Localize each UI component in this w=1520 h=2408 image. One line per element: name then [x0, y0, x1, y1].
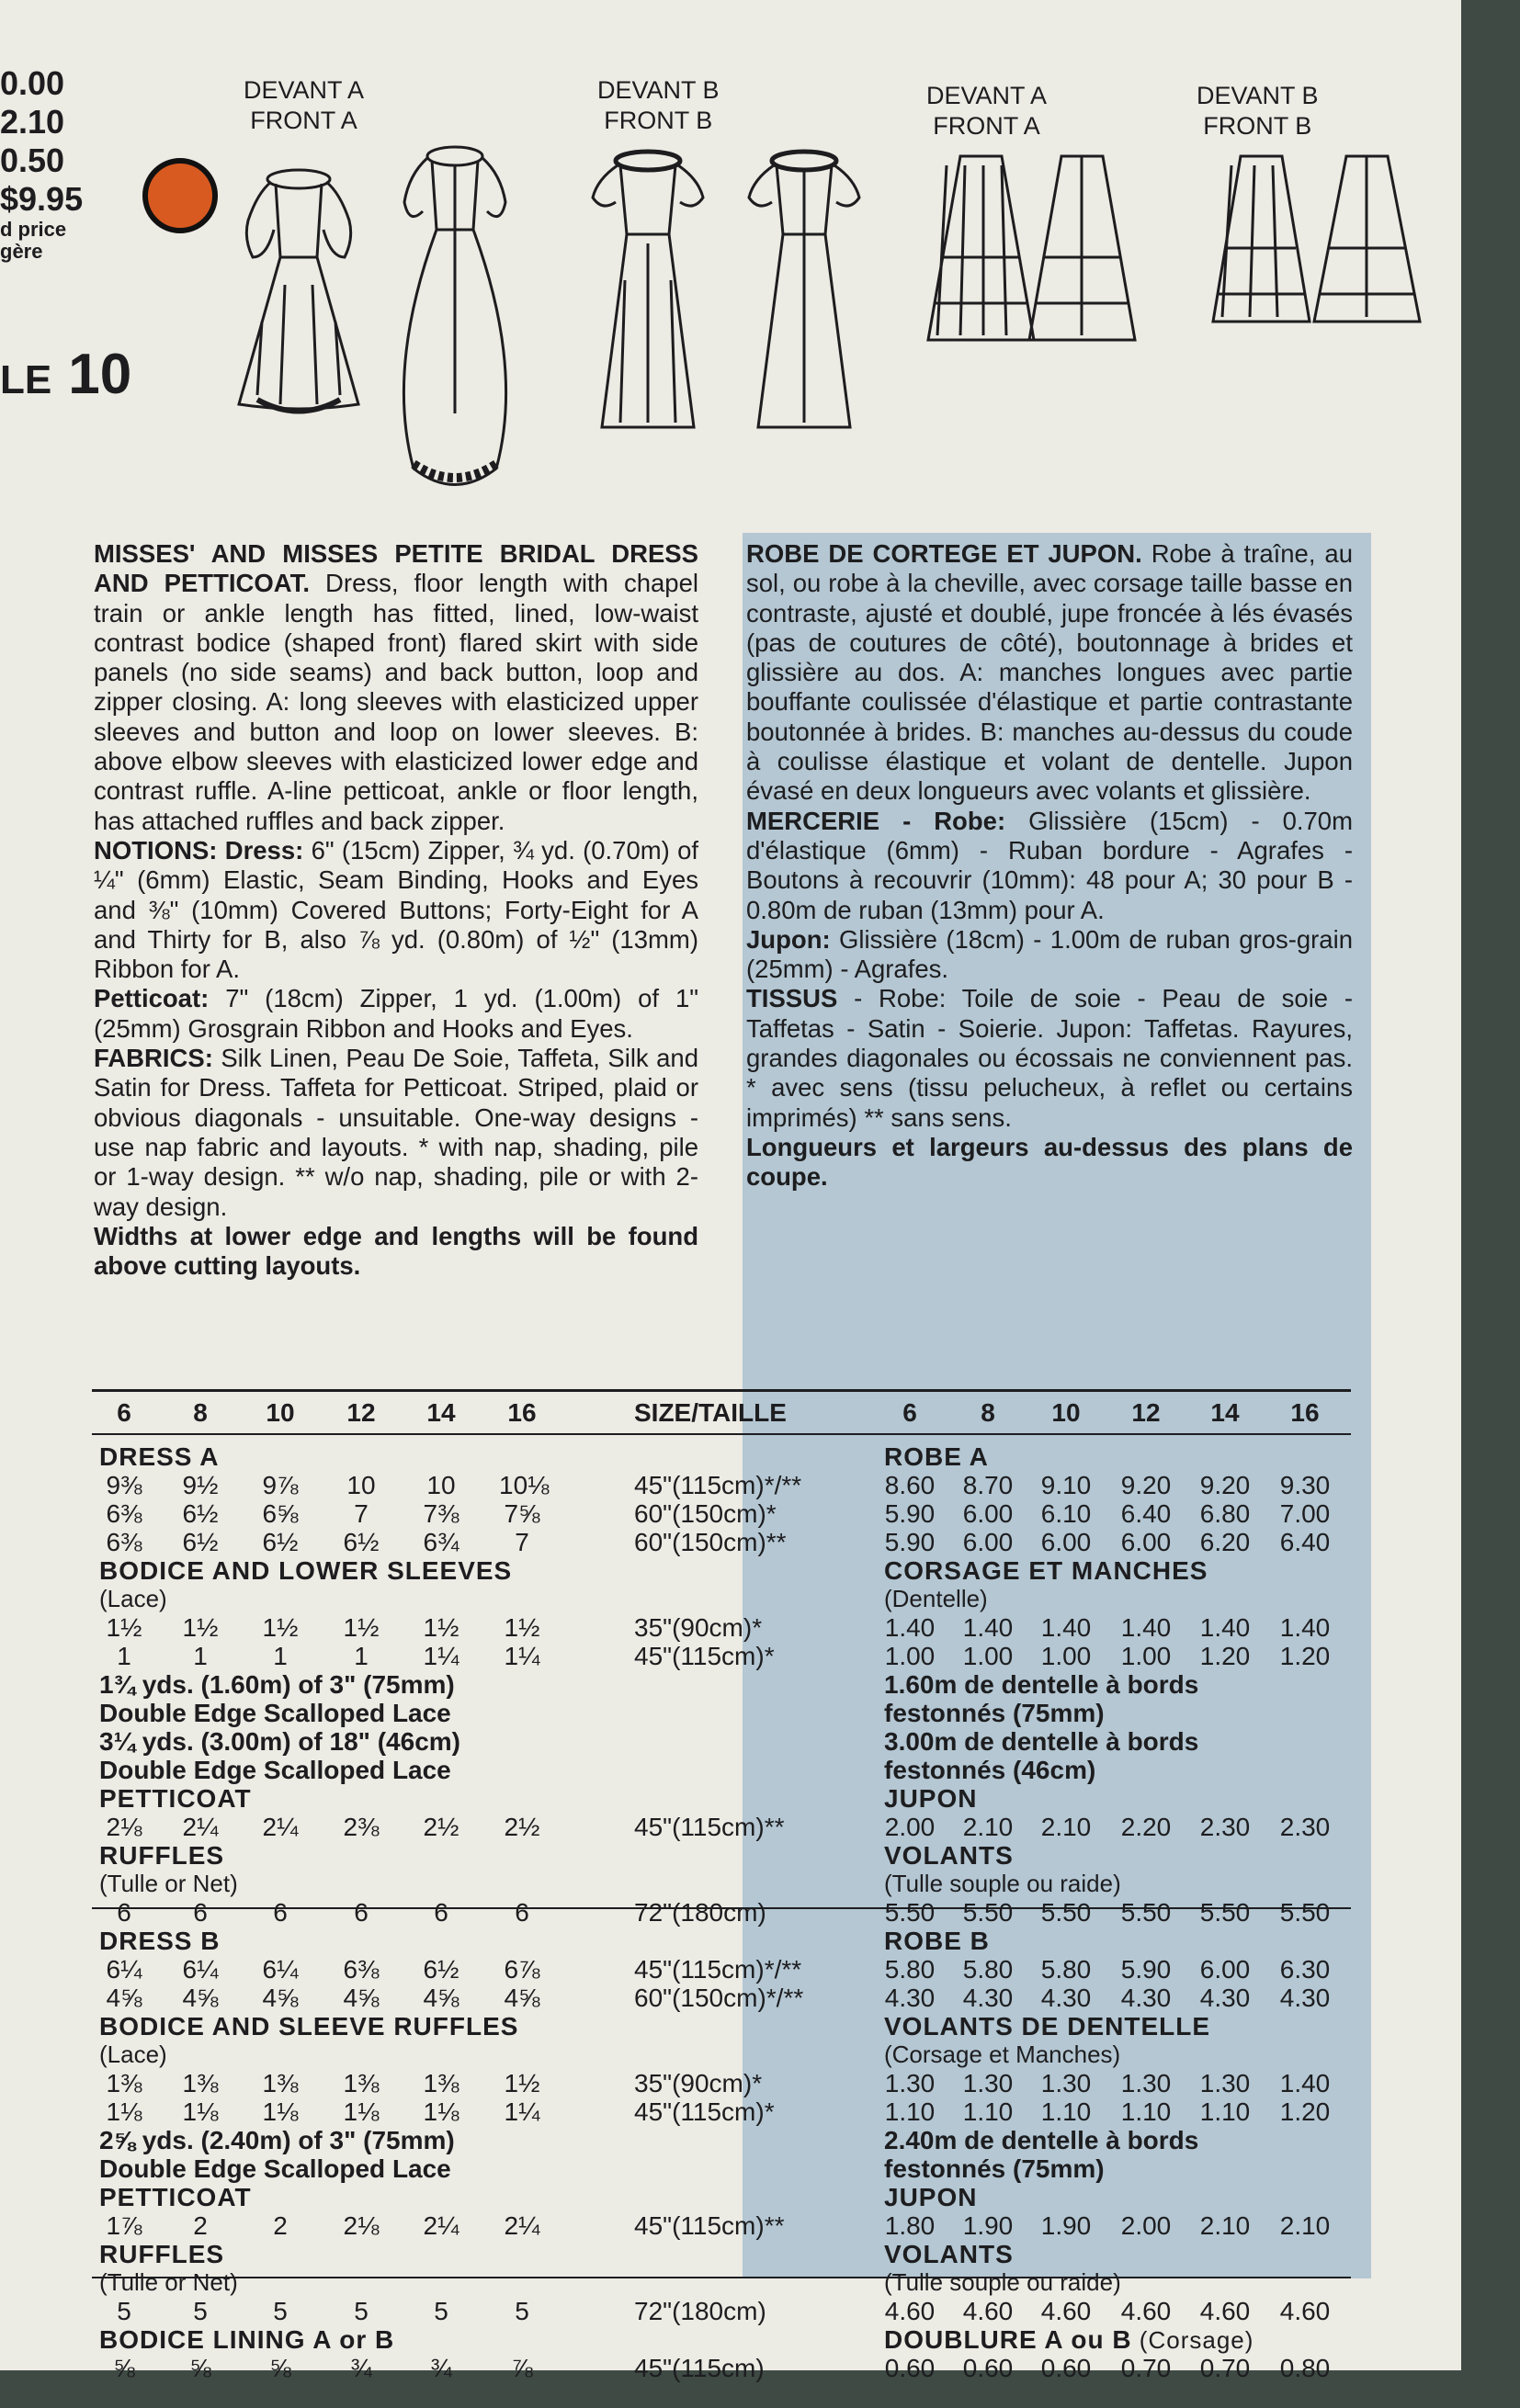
size-header-en: 14	[426, 1398, 456, 1427]
yardage-value: 1⅜	[423, 2069, 459, 2097]
metrage-value: 4.30	[1199, 1984, 1251, 2012]
yardage-value: 6⅜	[106, 1499, 142, 1528]
french-description: ROBE DE CORTEGE ET JUPON. Robe à traîne, au sol, ou robe à la cheville, avec corsage taille basse en contraste, ajusté et doublé, jupe froncée à lés évasés (pas de coutures de côté), boutonnage à brides et glissière au dos. A: manches longues avec partie bouffante coulissée d'élastique et partie contrastante boutonnée à brides. B: manches au-dessus du coude à coulisse élastique et volant de dentelle. Jupon évasé en deux longueurs avec volants et glissière. MERCERIE - Robe: Glissière (15cm) - 0.70m d'élastique (6mm) - Ruban bordure - Agrafes - Boutons à recouvrir (10mm): 48 pour A; 30 pour B - 0.80m de ruban (13mm) pour A. Jupon: Glissière (18cm) - 1.00m de ruban gros-grain (25mm) - Agrafes. TISSUS - Robe: Toile de soie - Peau de soie - Taffetas - Satin - Soierie. Jupon: Taffetas. Rayures, grandes diagonales ou écossais ne conviennent pas. * avec sens (tissu pelucheux, à reflet ou certains imprimés) ** sans sens. Longueurs et largeurs au-dessus des plans de coupe.	[746, 539, 1354, 1192]
style-number: 10	[68, 343, 132, 406]
yardage-value: 6½	[182, 1499, 219, 1528]
chart-section-sub-fr: (Corsage et Manches)	[884, 2041, 1121, 2068]
yardage-value: 1⅛	[182, 2097, 219, 2126]
metrage-value: 1.30	[1199, 2069, 1251, 2097]
chart-section-heading: RUFFLES	[99, 1841, 225, 1870]
fabric-width: 35"(90cm)*	[634, 1613, 763, 1642]
yardage-value: 1½	[504, 2069, 540, 2097]
fabric-width: 35"(90cm)*	[634, 2069, 763, 2097]
notions-petticoat: 7" (18cm) Zipper, 1 yd. (1.00m) of 1" (25mm) Grosgrain Ribbon and Hooks and Eyes.	[94, 984, 699, 1043]
metrage-value: 4.30	[962, 1984, 1014, 2012]
yardage-value: 1⅛	[106, 2097, 142, 2126]
metrage-value: 4.30	[1279, 1984, 1331, 2012]
metrage-value: 4.30	[1120, 1984, 1172, 2012]
yardage-value: 1⅜	[343, 2069, 380, 2097]
size-header-en: 12	[346, 1398, 376, 1427]
yardage-value: ⅝	[113, 2354, 135, 2382]
yardage-value: 4⅝	[343, 1984, 380, 2012]
metrage-value: 0.70	[1120, 2354, 1172, 2382]
chart-section-sub-fr: (Corsage)	[1131, 2326, 1254, 2354]
price-0: 0.00	[0, 64, 65, 102]
yardage-value: 1	[273, 1642, 288, 1670]
chart-note: 2⅝ yds. (2.40m) of 3" (75mm)	[99, 2126, 455, 2154]
chart-section-heading: PETTICOAT	[99, 1784, 252, 1813]
yardage-value: 1½	[423, 1613, 459, 1642]
chart-section-heading-fr: VOLANTS	[884, 2240, 1014, 2268]
yardage-value: ¾	[350, 2354, 372, 2382]
yardage-value: 2¼	[504, 2211, 540, 2240]
yardage-value: 1	[193, 1642, 208, 1670]
metrage-value: 4.60	[1199, 2297, 1251, 2325]
metrage-value: 0.60	[884, 2354, 936, 2382]
metrage-value: 1.40	[1040, 1613, 1092, 1642]
fabric-width: 45"(115cm)*	[634, 2097, 775, 2126]
yardage-value: 5	[273, 2297, 288, 2325]
metrage-value: 4.60	[884, 2297, 936, 2325]
metrage-value: 6.00	[1120, 1528, 1172, 1556]
price-1: 2.10	[0, 103, 65, 141]
yardage-value: 1¼	[423, 1642, 459, 1670]
yardage-value: 6	[354, 1898, 369, 1927]
english-title: MISSES' AND MISSES PETITE BRIDAL DRESS AND PETTICOAT.	[94, 539, 698, 598]
yardage-value: 6	[193, 1898, 208, 1927]
yardage-value: 4⅝	[423, 1984, 459, 2012]
price-note-2: gère	[0, 240, 43, 263]
french-title: ROBE DE CORTEGE ET JUPON.	[746, 539, 1142, 568]
metrage-value: 1.00	[1120, 1642, 1172, 1670]
yardage-value: 2	[273, 2211, 288, 2240]
metrage-value: 5.50	[884, 1898, 936, 1927]
metrage-value: 1.30	[1040, 2069, 1092, 2097]
yardage-value: 6⅞	[504, 1955, 540, 1984]
metrage-value: 1.10	[884, 2097, 936, 2126]
chart-section-sub-fr: (Dentelle)	[884, 1585, 988, 1612]
yardage-value: 2⅛	[343, 2211, 380, 2240]
yardage-value: 6½	[423, 1955, 459, 1984]
metrage-value: 7.00	[1279, 1499, 1331, 1528]
yardage-value: 2⅛	[106, 1813, 142, 1841]
chart-note-fr-line2: festonnés (75mm)	[884, 2154, 1105, 2183]
yardage-value: 5	[193, 2297, 208, 2325]
chart-section-sub: (Tulle or Net)	[99, 2268, 238, 2296]
fabric-width: 45"(115cm)*/**	[634, 1471, 802, 1499]
metrage-value: 6.40	[1279, 1528, 1331, 1556]
chart-note-fr: 3.00m de dentelle à bords	[884, 1727, 1199, 1756]
yardage-value: 1⅛	[262, 2097, 299, 2126]
chart-note-fr: 1.60m de dentelle à bords	[884, 1670, 1199, 1699]
metrage-value: 1.10	[962, 2097, 1014, 2126]
chart-section-heading-fr: VOLANTS DE DENTELLE	[884, 2012, 1211, 2041]
metrage-value: 2.00	[1120, 2211, 1172, 2240]
metrage-value: 5.50	[962, 1898, 1014, 1927]
widths-note: Widths at lower edge and lengths will be found above cutting layouts.	[94, 1221, 698, 1281]
metrage-value: 1.10	[1199, 2097, 1251, 2126]
chart-note-fr: 2.40m de dentelle à bords	[884, 2126, 1199, 2154]
fabric-width: 45"(115cm)	[634, 2354, 765, 2382]
yardage-value: 1⅛	[343, 2097, 380, 2126]
yardage-value: 6¼	[182, 1955, 219, 1984]
yardage-value: 4⅝	[504, 1984, 540, 2012]
yardage-value: 1½	[504, 1613, 540, 1642]
fabrics: Silk Linen, Peau De Soie, Taffeta, Silk and Satin for Dress. Taffeta for Petticoat. Striped, plaid or obvious diagonals - unsuitable. One-way designs - use nap fabric and layouts. * with nap, shading, pile or 1-way design. ** w/o nap, shading, pile or with 2-way design.	[94, 1044, 698, 1221]
metrage-value: 9.20	[1199, 1471, 1251, 1499]
chart-section-heading: BODICE LINING A or B	[99, 2325, 395, 2354]
yardage-value: 6½	[343, 1528, 380, 1556]
yardage-value: 6½	[182, 1528, 219, 1556]
metrage-value: 1.90	[1040, 2211, 1092, 2240]
metrage-value: 2.10	[1040, 1813, 1092, 1841]
metrage-value: 6.20	[1199, 1528, 1251, 1556]
metrage-value: 0.80	[1279, 2354, 1331, 2382]
chart-note-fr-line2: festonnés (75mm)	[884, 1699, 1105, 1727]
price-3: $9.95	[0, 180, 84, 218]
size-header-fr: 16	[1290, 1398, 1320, 1427]
metrage-value: 4.60	[1040, 2297, 1092, 2325]
yardage-value: 1⅞	[106, 2211, 142, 2240]
yardage-value: 4⅝	[106, 1984, 142, 2012]
french-body: Robe à traîne, au sol, ou robe à la cheville, avec corsage taille basse en contraste, ajusté et doublé, jupe froncée à lés évasés (pas de coutures de côté), boutonnage à brides et glissière au dos. A: manches longues avec partie bouffante coulissée d'élastique et partie contrastante boutonnée à brides. B: manches au-dessus du coude à coulisse élastique et volant de dentelle. Jupon évasé en deux longueurs avec volants et glissière.	[746, 539, 1353, 806]
yardage-value: ⅝	[189, 2354, 211, 2382]
metrage-value: 5.50	[1199, 1898, 1251, 1927]
yardage-value: 2¼	[423, 2211, 459, 2240]
metrage-value: 1.30	[1120, 2069, 1172, 2097]
metrage-value: 5.90	[884, 1499, 936, 1528]
yardage-value: ⅝	[269, 2354, 291, 2382]
fabric-width: 60"(150cm)*/**	[634, 1984, 804, 2012]
chart-section-heading: PETTICOAT	[99, 2183, 252, 2211]
chart-note-line2: Double Edge Scalloped Lace	[99, 2154, 451, 2183]
metrage-value: 5.90	[884, 1528, 936, 1556]
view-label-front-a-petticoat: DEVANT A FRONT A	[926, 82, 1048, 140]
size-header-fr: 12	[1131, 1398, 1161, 1427]
yardage-value: 4⅝	[262, 1984, 299, 2012]
metrage-value: 0.60	[1040, 2354, 1092, 2382]
yardage-value: 9½	[182, 1471, 219, 1499]
yardage-value: 9⅜	[106, 1471, 142, 1499]
fabric-width: 72"(180cm)	[634, 1898, 766, 1927]
chart-note-line2: Double Edge Scalloped Lace	[99, 1699, 451, 1727]
size-header-fr: 10	[1051, 1398, 1081, 1427]
chart-section-heading-fr: JUPON	[884, 2183, 978, 2211]
orange-dot-marker	[142, 158, 218, 233]
chart-lining-rule	[92, 2277, 1351, 2278]
metrage-value: 6.00	[1040, 1528, 1092, 1556]
chart-section-heading: DRESS B	[99, 1927, 221, 1955]
metrage-value: 6.80	[1199, 1499, 1251, 1528]
yardage-value: 6	[434, 1898, 448, 1927]
metrage-value: 0.70	[1199, 2354, 1251, 2382]
metrage-value: 2.20	[1120, 1813, 1172, 1841]
yardage-value: 5	[117, 2297, 131, 2325]
style-size	[0, 342, 131, 407]
metrage-value: 1.40	[884, 1613, 936, 1642]
yardage-value: 10⅛	[499, 1471, 550, 1499]
metrage-value: 8.70	[962, 1471, 1014, 1499]
metrage-value: 1.10	[1040, 2097, 1092, 2126]
yardage-value: 6½	[262, 1528, 299, 1556]
chart-note: 1¾ yds. (1.60m) of 3" (75mm)	[99, 1670, 455, 1699]
metrage-value: 5.80	[1040, 1955, 1092, 1984]
yardage-value: 7⅝	[504, 1499, 540, 1528]
yardage-value: 2¼	[262, 1813, 299, 1841]
metrage-value: 6.00	[1199, 1955, 1251, 1984]
yardage-value: 6¾	[423, 1528, 459, 1556]
dress-a-illustration	[230, 138, 579, 505]
metrage-value: 6.10	[1040, 1499, 1092, 1528]
metrage-value: 6.30	[1279, 1955, 1331, 1984]
chart-section-heading-fr: JUPON	[884, 1784, 978, 1813]
chart-note-fr-line2: festonnés (46cm)	[884, 1756, 1096, 1784]
yardage-value: 6¼	[262, 1955, 299, 1984]
chart-section-heading: BODICE AND LOWER SLEEVES	[99, 1556, 513, 1585]
yardage-value: 2⅜	[343, 1813, 380, 1841]
mercerie-jupon: Glissière (18cm) - 1.00m de ruban gros-grain (25mm) - Agrafes.	[746, 924, 1353, 984]
metrage-value: 1.20	[1279, 2097, 1331, 2126]
yardage-value: 1	[117, 1642, 131, 1670]
yardage-value: 1⅜	[106, 2069, 142, 2097]
yardage-value: 1½	[343, 1613, 380, 1642]
metrage-value: 2.30	[1199, 1813, 1251, 1841]
yardage-value: 2½	[504, 1813, 540, 1841]
yardage-value: 2½	[423, 1813, 459, 1841]
chart-section-heading-fr: ROBE A	[884, 1442, 989, 1471]
metrage-value: 2.10	[1199, 2211, 1251, 2240]
yardage-value: 6⅜	[106, 1528, 142, 1556]
metrage-value: 8.60	[884, 1471, 936, 1499]
yardage-value: 1¼	[504, 1642, 540, 1670]
view-label-front-b-dress: DEVANT B FRONT B	[597, 76, 720, 134]
price-list	[0, 64, 83, 263]
english-body: Dress, floor length with chapel train or ankle length has fitted, lined, low-waist contrast bodice (shaped front) flared skirt with side panels (no side seams) and back button, loop and zipper closing. A: long sleeves with elasticized upper sleeves and button and loop on lower sleeves. B: above elbow sleeves with elasticized lower edge and contrast ruffle. A-line petticoat, ankle or floor length, has attached ruffles and back zipper.	[94, 569, 698, 835]
metrage-value: 9.10	[1040, 1471, 1092, 1499]
price-2: 0.50	[0, 141, 65, 179]
metrage-value: 5.80	[962, 1955, 1014, 1984]
chart-note: 3¼ yds. (3.00m) of 18" (46cm)	[99, 1727, 460, 1756]
chart-note-line2: Double Edge Scalloped Lace	[99, 1756, 451, 1784]
metrage-value: 1.00	[884, 1642, 936, 1670]
chart-section-heading-fr: ROBE B	[884, 1927, 990, 1955]
fabric-width: 72"(180cm)	[634, 2297, 766, 2325]
metrage-value: 1.40	[1279, 1613, 1331, 1642]
metrage-value: 4.60	[1120, 2297, 1172, 2325]
size-header-en: 10	[266, 1398, 295, 1427]
fabric-width: 45"(115cm)**	[634, 2211, 785, 2240]
yardage-value: 2	[193, 2211, 208, 2240]
yardage-value: 1½	[182, 1613, 219, 1642]
yardage-value: 9⅞	[262, 1471, 299, 1499]
size-label: SIZE/TAILLE	[634, 1398, 787, 1427]
metrage-value: 5.80	[884, 1955, 936, 1984]
metrage-value: 9.30	[1279, 1471, 1331, 1499]
metrage-value: 4.60	[1279, 2297, 1331, 2325]
mercerie-robe: Glissière (15cm) - 0.70m d'élastique (6mm) - Ruban bordure - Agrafes - Boutons à recouvrir (10mm): 48 pour A; 30 pour B - 0.80m de ruban (13mm) pour A.	[746, 806, 1354, 924]
metrage-value: 1.80	[884, 2211, 936, 2240]
yardage-value: 6	[515, 1898, 529, 1927]
size-header-en: 8	[193, 1398, 208, 1427]
yardage-value: 6¼	[106, 1955, 142, 1984]
metrage-value: 1.20	[1199, 1642, 1251, 1670]
yardage-value: 10	[346, 1471, 376, 1499]
fabric-width: 45"(115cm)**	[634, 1813, 785, 1841]
chart-header-rule	[92, 1433, 1351, 1435]
metrage-value: 5.50	[1040, 1898, 1092, 1927]
chart-section-sub: (Lace)	[99, 2041, 167, 2068]
metrage-value: 6.40	[1120, 1499, 1172, 1528]
chart-section-sub: (Tulle or Net)	[99, 1870, 238, 1897]
yardage-value: 1½	[262, 1613, 299, 1642]
metrage-value: 6.00	[962, 1528, 1014, 1556]
metrage-value: 2.30	[1279, 1813, 1331, 1841]
style-label: LE	[0, 357, 52, 402]
metrage-value: 0.60	[962, 2354, 1014, 2382]
english-description: MISSES' AND MISSES PETITE BRIDAL DRESS AND PETTICOAT. Dress, floor length with chapel train or ankle length has fitted, lined, low-waist contrast bodice (shaped front) flared skirt with side panels (no side seams) and back button, loop and zipper closing. A: long sleeves with elasticized upper sleeves and button and loop on lower sleeves. B: above elbow sleeves with elasticized lower edge and contrast ruffle. A-line petticoat, ankle or floor length, has attached ruffles and back zipper. NOTIONS: Dress: 6" (15cm) Zipper, ¾ yd. (0.70m) of ¼" (6mm) Elastic, Seam Binding, Hooks and Eyes and ⅜" (10mm) Covered Buttons; Forty-Eight for A and Thirty for B, also ⅞ yd. (0.80m) of ½" (13mm) Ribbon for A. Petticoat: 7" (18cm) Zipper, 1 yd. (1.00m) of 1" (25mm) Grosgrain Ribbon and Hooks and Eyes. FABRICS: Silk Linen, Peau De Soie, Taffeta, Silk and Satin for Dress. Taffeta for Petticoat. Striped, plaid or obvious diagonals - unsuitable. One-way designs - use nap fabric and layouts. * with nap, shading, pile or 1-way design. ** w/o nap, shading, pile or with 2-way design. Widths at lower edge and lengths will be found above cutting layouts.	[94, 539, 699, 1281]
chart-section-heading: RUFFLES	[99, 2240, 225, 2268]
yardage-value: 5	[515, 2297, 529, 2325]
yardage-value: ⅞	[511, 2354, 533, 2382]
view-label-front-b-petticoat: DEVANT B FRONT B	[1197, 82, 1319, 140]
metrage-value: 1.30	[884, 2069, 936, 2097]
metrage-value: 1.00	[1040, 1642, 1092, 1670]
yardage-value: 7	[354, 1499, 369, 1528]
metrage-value: 2.00	[884, 1813, 936, 1841]
petticoat-illustrations	[924, 147, 1447, 349]
fabric-width: 45"(115cm)*/**	[634, 1955, 802, 1984]
yardage-value: 1⅜	[262, 2069, 299, 2097]
metrage-value: 1.10	[1120, 2097, 1172, 2126]
yardage-value: 2¼	[182, 1813, 219, 1841]
metrage-value: 1.40	[1120, 1613, 1172, 1642]
metrage-value: 1.00	[962, 1642, 1014, 1670]
yardage-value: 7⅜	[423, 1499, 459, 1528]
size-header-en: 16	[507, 1398, 537, 1427]
size-header-fr: 14	[1210, 1398, 1240, 1427]
fabric-width: 60"(150cm)*	[634, 1499, 777, 1528]
chart-section-sub-fr: (Tulle souple ou raide)	[884, 1870, 1121, 1897]
yardage-value: 6⅜	[343, 1955, 380, 1984]
chart-section-sub-fr: (Tulle souple ou raide)	[884, 2268, 1121, 2296]
chart-section-sub: (Lace)	[99, 1585, 167, 1612]
metrage-value: 1.30	[962, 2069, 1014, 2097]
yardage-value: 6	[273, 1898, 288, 1927]
longueurs-note: Longueurs et largeurs au-dessus des plans de coupe.	[746, 1132, 1353, 1192]
chart-section-heading-fr: DOUBLURE A ou B (Corsage)	[884, 2325, 1254, 2354]
size-header-en: 6	[117, 1398, 131, 1427]
notions-dress: 6" (15cm) Zipper, ¾ yd. (0.70m) of ¼" (6mm) Elastic, Seam Binding, Hooks and Eyes and ⅜" (10mm) Covered Buttons; Forty-Eight for A and Thirty for B, also ⅞ yd. (0.80m) of ½" (13mm) Ribbon for A.	[94, 835, 699, 984]
yardage-value: 4⅝	[182, 1984, 219, 2012]
metrage-value: 4.30	[884, 1984, 936, 2012]
view-label-front-a-dress: DEVANT A FRONT A	[244, 76, 365, 134]
metrage-value: 5.50	[1120, 1898, 1172, 1927]
chart-section-heading-fr: VOLANTS	[884, 1841, 1014, 1870]
yardage-value: 1⅛	[423, 2097, 459, 2126]
yardage-value: 1	[354, 1642, 369, 1670]
fabric-width: 60"(150cm)**	[634, 1528, 787, 1556]
yardage-value: 1½	[106, 1613, 142, 1642]
yardage-value: ¾	[430, 2354, 452, 2382]
yardage-value: 6⅝	[262, 1499, 299, 1528]
yardage-value: 5	[434, 2297, 448, 2325]
dress-b-illustration	[588, 142, 882, 436]
metrage-value: 4.30	[1040, 1984, 1092, 2012]
tissus: - Robe: Toile de soie - Peau de soie - Taffetas - Satin - Soierie. Jupon: Taffetas. Rayures, grandes diagonales ou écossais ne conviennent pas. * avec sens (tissu pelucheux, à reflet ou certains imprimés) ** sans sens.	[746, 984, 1353, 1132]
metrage-value: 1.40	[962, 1613, 1014, 1642]
chart-section-heading: DRESS A	[99, 1442, 220, 1471]
yardage-value: 5	[354, 2297, 369, 2325]
yardage-value: 7	[515, 1528, 529, 1556]
chart-top-rule	[92, 1389, 1351, 1392]
size-header-fr: 6	[902, 1398, 917, 1427]
yardage-value: 10	[426, 1471, 456, 1499]
size-header-fr: 8	[981, 1398, 995, 1427]
metrage-value: 2.10	[1279, 2211, 1331, 2240]
metrage-value: 9.20	[1120, 1471, 1172, 1499]
yardage-value: 1¼	[504, 2097, 540, 2126]
yardage-value: 1⅜	[182, 2069, 219, 2097]
metrage-value: 2.10	[962, 1813, 1014, 1841]
metrage-value: 1.40	[1279, 2069, 1331, 2097]
metrage-value: 5.90	[1120, 1955, 1172, 1984]
metrage-value: 1.20	[1279, 1642, 1331, 1670]
metrage-value: 4.60	[962, 2297, 1014, 2325]
fabric-width: 45"(115cm)*	[634, 1642, 775, 1670]
chart-section-heading-fr: CORSAGE ET MANCHES	[884, 1556, 1208, 1585]
chart-section-heading: BODICE AND SLEEVE RUFFLES	[99, 2012, 519, 2041]
metrage-value: 6.00	[962, 1499, 1014, 1528]
yardage-value: 6	[117, 1898, 131, 1927]
metrage-value: 5.50	[1279, 1898, 1331, 1927]
metrage-value: 1.90	[962, 2211, 1014, 2240]
metrage-value: 1.40	[1199, 1613, 1251, 1642]
price-note-1: d price	[0, 218, 67, 241]
